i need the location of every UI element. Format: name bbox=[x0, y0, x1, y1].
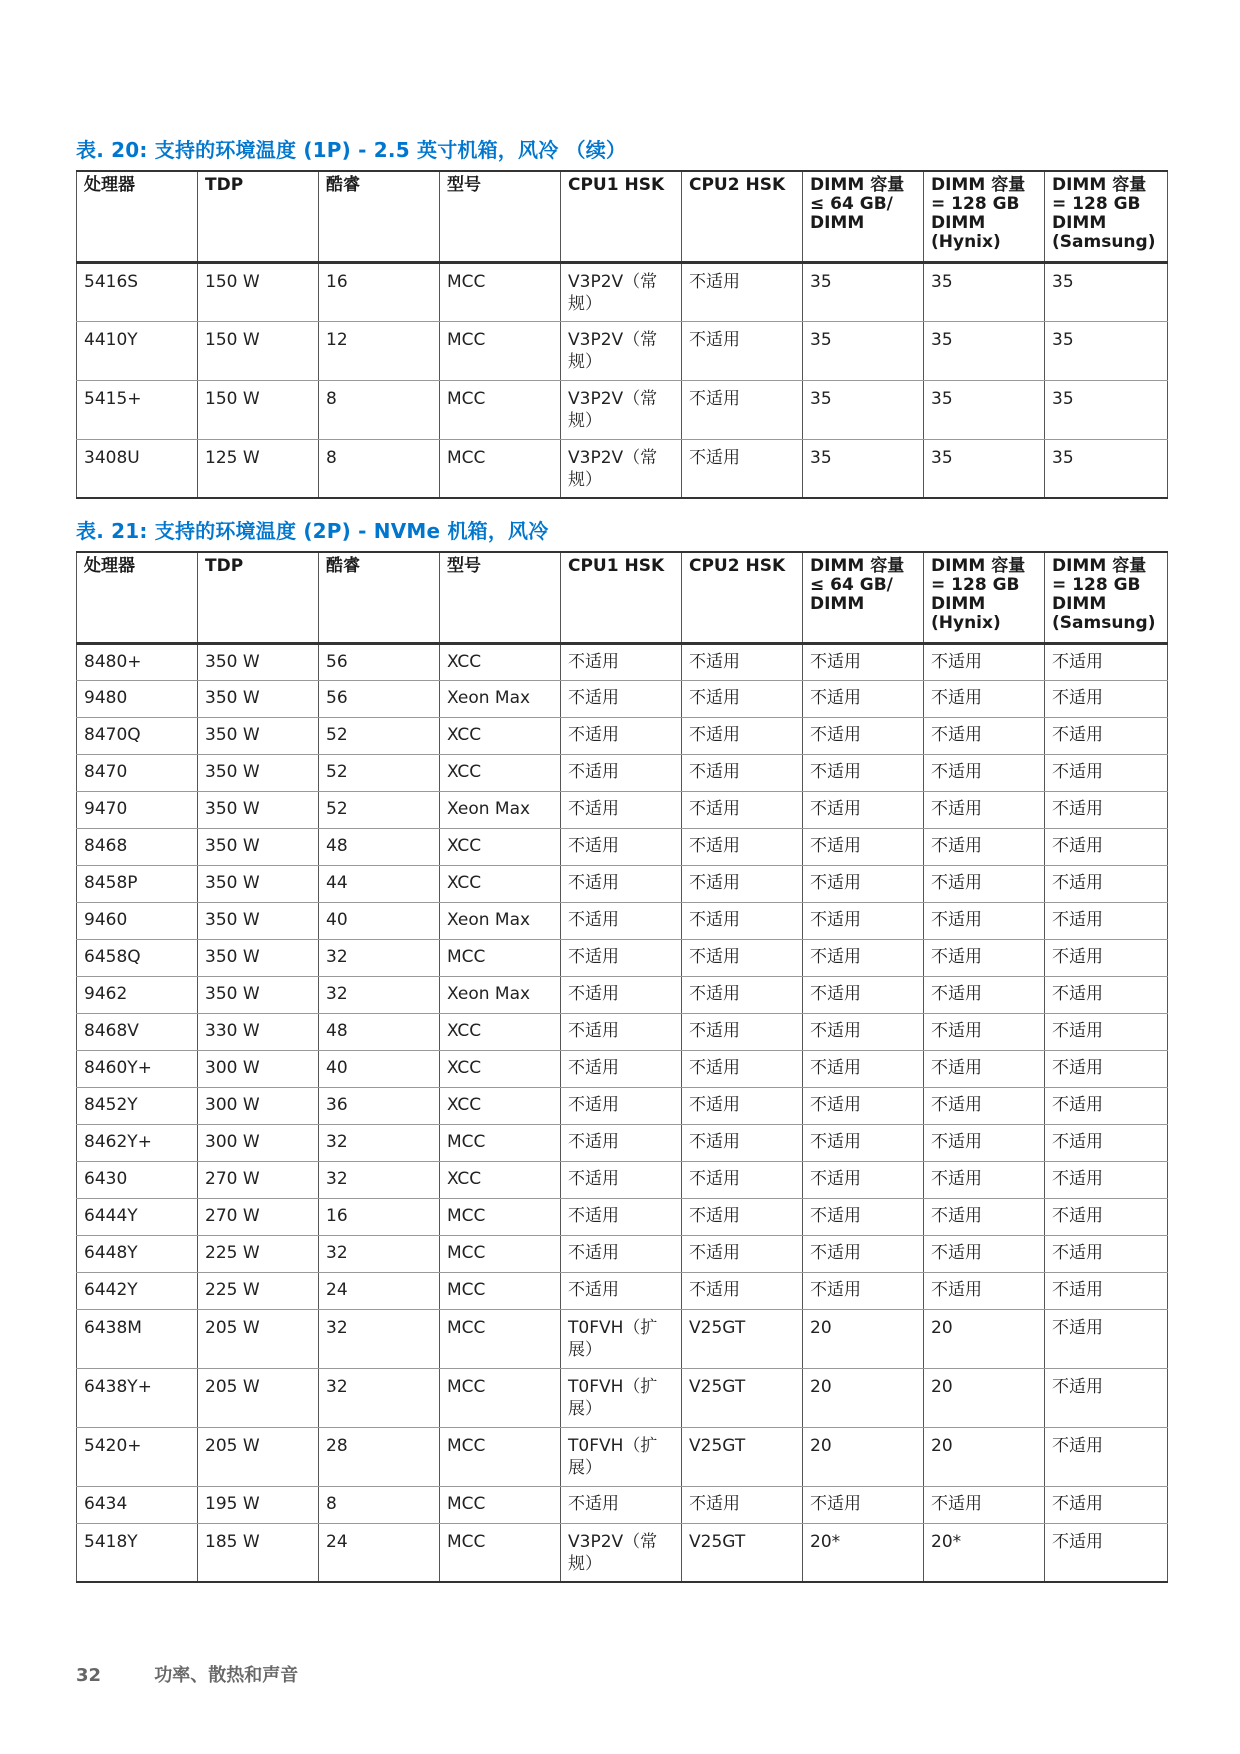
table-cell: 不适用 bbox=[924, 1272, 1045, 1309]
table-cell: 不适用 bbox=[1045, 754, 1168, 791]
table-cell: T0FVH（扩展） bbox=[561, 1427, 682, 1486]
table-cell: 不适用 bbox=[803, 865, 924, 902]
table-cell: 不适用 bbox=[924, 865, 1045, 902]
table-cell: 44 bbox=[319, 865, 440, 902]
table-20-caption: 表. 20: 支持的环境温度 (1P) - 2.5 英寸机箱，风冷 （续） bbox=[76, 138, 627, 162]
table-cell: 8 bbox=[319, 439, 440, 498]
table-cell: 35 bbox=[1045, 262, 1168, 321]
table-cell: 350 W bbox=[198, 939, 319, 976]
table-cell: 不适用 bbox=[803, 1087, 924, 1124]
table-row bbox=[77, 1050, 1168, 1087]
table-cell: 不适用 bbox=[561, 865, 682, 902]
table-21-caption: 表. 21: 支持的环境温度 (2P) - NVMe 机箱，风冷 bbox=[76, 519, 549, 543]
table-cell: 不适用 bbox=[924, 976, 1045, 1013]
table-cell: 5420+ bbox=[77, 1427, 198, 1486]
table-cell: 不适用 bbox=[682, 828, 803, 865]
table-cell: 32 bbox=[319, 1161, 440, 1198]
table-cell: 不适用 bbox=[682, 321, 803, 380]
table-cell: MCC bbox=[440, 1309, 561, 1368]
table-row bbox=[77, 1368, 1168, 1427]
table-cell: 不适用 bbox=[924, 1013, 1045, 1050]
table-cell: 不适用 bbox=[1045, 1013, 1168, 1050]
table-cell: 225 W bbox=[198, 1235, 319, 1272]
table-row bbox=[77, 1272, 1168, 1309]
table-cell: V25GT bbox=[682, 1427, 803, 1486]
table-cell: 不适用 bbox=[924, 717, 1045, 754]
table-cell: 5416S bbox=[77, 262, 198, 321]
column-header: 处理器 bbox=[77, 171, 198, 262]
table-cell: 16 bbox=[319, 1198, 440, 1235]
table-cell: 不适用 bbox=[682, 865, 803, 902]
table-cell: 不适用 bbox=[803, 828, 924, 865]
table-cell: 205 W bbox=[198, 1427, 319, 1486]
table-cell: 16 bbox=[319, 262, 440, 321]
table-cell: 不适用 bbox=[561, 791, 682, 828]
column-header: DIMM 容量 = 128 GB DIMM (Hynix) bbox=[924, 171, 1045, 262]
table-cell: V3P2V（常规） bbox=[561, 380, 682, 439]
table-cell: 不适用 bbox=[803, 902, 924, 939]
table-row bbox=[77, 1124, 1168, 1161]
column-header: CPU2 HSK bbox=[682, 171, 803, 262]
table-cell: 不适用 bbox=[561, 828, 682, 865]
table-cell: V3P2V（常规） bbox=[561, 1523, 682, 1582]
table-cell: 不适用 bbox=[924, 643, 1045, 680]
table-header-row bbox=[77, 552, 1168, 643]
table-cell: 24 bbox=[319, 1272, 440, 1309]
table-cell: 不适用 bbox=[803, 791, 924, 828]
table-cell: 不适用 bbox=[1045, 1124, 1168, 1161]
table-row bbox=[77, 939, 1168, 976]
table-cell: MCC bbox=[440, 1486, 561, 1523]
column-header: CPU1 HSK bbox=[561, 171, 682, 262]
table-cell: 不适用 bbox=[924, 1486, 1045, 1523]
table-row bbox=[77, 1427, 1168, 1486]
table-cell: 35 bbox=[1045, 439, 1168, 498]
table-cell: 不适用 bbox=[924, 1087, 1045, 1124]
table-cell: 不适用 bbox=[1045, 939, 1168, 976]
table-cell: 32 bbox=[319, 1235, 440, 1272]
table-cell: 不适用 bbox=[1045, 1050, 1168, 1087]
table-cell: 不适用 bbox=[682, 680, 803, 717]
table-cell: 不适用 bbox=[561, 717, 682, 754]
table-row bbox=[77, 828, 1168, 865]
column-header: DIMM 容量 = 128 GB DIMM (Hynix) bbox=[924, 552, 1045, 643]
table-cell: 不适用 bbox=[561, 1050, 682, 1087]
table-cell: 不适用 bbox=[803, 939, 924, 976]
table-cell: 8 bbox=[319, 380, 440, 439]
table-cell: 不适用 bbox=[1045, 1198, 1168, 1235]
table-cell: 8 bbox=[319, 1486, 440, 1523]
table-cell: 8452Y bbox=[77, 1087, 198, 1124]
column-header: 处理器 bbox=[77, 552, 198, 643]
table-cell: 270 W bbox=[198, 1198, 319, 1235]
table-cell: 350 W bbox=[198, 754, 319, 791]
table-cell: 35 bbox=[924, 321, 1045, 380]
table-cell: 不适用 bbox=[682, 1198, 803, 1235]
table-cell: 不适用 bbox=[682, 902, 803, 939]
table-cell: 不适用 bbox=[682, 754, 803, 791]
table-cell: 不适用 bbox=[1045, 717, 1168, 754]
table-cell: 不适用 bbox=[924, 828, 1045, 865]
table-cell: 9480 bbox=[77, 680, 198, 717]
table-cell: XCC bbox=[440, 754, 561, 791]
table-cell: MCC bbox=[440, 1523, 561, 1582]
table-cell: 不适用 bbox=[803, 1198, 924, 1235]
table-row bbox=[77, 1309, 1168, 1368]
table-cell: 不适用 bbox=[682, 1087, 803, 1124]
table-cell: 5418Y bbox=[77, 1523, 198, 1582]
table-row bbox=[77, 1235, 1168, 1272]
table-cell: 20 bbox=[924, 1309, 1045, 1368]
table-cell: V25GT bbox=[682, 1309, 803, 1368]
table-cell: 不适用 bbox=[682, 1013, 803, 1050]
table-cell: 不适用 bbox=[561, 1013, 682, 1050]
table-cell: 20 bbox=[924, 1427, 1045, 1486]
table-cell: 3408U bbox=[77, 439, 198, 498]
table-cell: 不适用 bbox=[561, 1124, 682, 1161]
table-cell: 6448Y bbox=[77, 1235, 198, 1272]
table-cell: 20 bbox=[803, 1368, 924, 1427]
table-cell: 不适用 bbox=[682, 380, 803, 439]
table-cell: 不适用 bbox=[561, 643, 682, 680]
column-header: TDP bbox=[198, 552, 319, 643]
page-footer bbox=[76, 1661, 298, 1687]
table-cell: 56 bbox=[319, 680, 440, 717]
table-cell: Xeon Max bbox=[440, 680, 561, 717]
table-cell: 不适用 bbox=[1045, 976, 1168, 1013]
table-cell: 不适用 bbox=[1045, 1523, 1168, 1582]
table-cell: 不适用 bbox=[803, 643, 924, 680]
table-cell: 28 bbox=[319, 1427, 440, 1486]
table-cell: 不适用 bbox=[803, 1486, 924, 1523]
table-cell: XCC bbox=[440, 1087, 561, 1124]
table-cell: 不适用 bbox=[561, 939, 682, 976]
table-cell: 56 bbox=[319, 643, 440, 680]
table-cell: 不适用 bbox=[924, 1050, 1045, 1087]
table-cell: V3P2V（常规） bbox=[561, 321, 682, 380]
table-cell: V3P2V（常规） bbox=[561, 262, 682, 321]
column-header: TDP bbox=[198, 171, 319, 262]
table-cell: 12 bbox=[319, 321, 440, 380]
table-cell: 48 bbox=[319, 1013, 440, 1050]
table-cell: 20 bbox=[924, 1368, 1045, 1427]
table-cell: 不适用 bbox=[803, 1013, 924, 1050]
table-cell: 205 W bbox=[198, 1309, 319, 1368]
table-row bbox=[77, 902, 1168, 939]
column-header: DIMM 容量 ≤ 64 GB/ DIMM bbox=[803, 552, 924, 643]
table-cell: V25GT bbox=[682, 1523, 803, 1582]
table-cell: 20* bbox=[924, 1523, 1045, 1582]
table-cell: 不适用 bbox=[924, 754, 1045, 791]
column-header: DIMM 容量 ≤ 64 GB/ DIMM bbox=[803, 171, 924, 262]
table-cell: 35 bbox=[924, 439, 1045, 498]
table-cell: 40 bbox=[319, 1050, 440, 1087]
table-cell: 不适用 bbox=[561, 976, 682, 1013]
table-cell: 不适用 bbox=[682, 1235, 803, 1272]
table-cell: 不适用 bbox=[682, 1161, 803, 1198]
table-cell: T0FVH（扩展） bbox=[561, 1309, 682, 1368]
table-cell: 35 bbox=[1045, 380, 1168, 439]
table-cell: 不适用 bbox=[682, 643, 803, 680]
table-cell: 330 W bbox=[198, 1013, 319, 1050]
table-cell: 不适用 bbox=[1045, 1161, 1168, 1198]
table-cell: V3P2V（常规） bbox=[561, 439, 682, 498]
table-cell: MCC bbox=[440, 262, 561, 321]
table-cell: 350 W bbox=[198, 717, 319, 754]
table-cell: 6444Y bbox=[77, 1198, 198, 1235]
table-row bbox=[77, 1161, 1168, 1198]
table-cell: 32 bbox=[319, 1368, 440, 1427]
table-cell: MCC bbox=[440, 1124, 561, 1161]
table-cell: XCC bbox=[440, 1013, 561, 1050]
column-header: 酷睿 bbox=[319, 171, 440, 262]
table-cell: 8462Y+ bbox=[77, 1124, 198, 1161]
table-cell: 40 bbox=[319, 902, 440, 939]
table-row bbox=[77, 380, 1168, 439]
table-cell: 20 bbox=[803, 1427, 924, 1486]
table-cell: 不适用 bbox=[924, 1124, 1045, 1161]
table-cell: XCC bbox=[440, 1161, 561, 1198]
table-cell: 195 W bbox=[198, 1486, 319, 1523]
table-cell: 350 W bbox=[198, 865, 319, 902]
table-cell: MCC bbox=[440, 321, 561, 380]
table-21 bbox=[76, 551, 1168, 1583]
table-cell: 300 W bbox=[198, 1124, 319, 1161]
table-row bbox=[77, 262, 1168, 321]
table-cell: MCC bbox=[440, 380, 561, 439]
table-cell: 不适用 bbox=[1045, 791, 1168, 828]
table-cell: T0FVH（扩展） bbox=[561, 1368, 682, 1427]
table-cell: 8470Q bbox=[77, 717, 198, 754]
column-header: DIMM 容量 = 128 GB DIMM (Samsung) bbox=[1045, 171, 1168, 262]
table-cell: 8458P bbox=[77, 865, 198, 902]
table-cell: 32 bbox=[319, 1309, 440, 1368]
table-cell: MCC bbox=[440, 1427, 561, 1486]
table-cell: 不适用 bbox=[682, 262, 803, 321]
table-cell: 6438Y+ bbox=[77, 1368, 198, 1427]
table-cell: 270 W bbox=[198, 1161, 319, 1198]
table-cell: 不适用 bbox=[682, 1272, 803, 1309]
table-cell: XCC bbox=[440, 828, 561, 865]
column-header: 型号 bbox=[440, 552, 561, 643]
table-cell: 205 W bbox=[198, 1368, 319, 1427]
table-row bbox=[77, 717, 1168, 754]
table-cell: 150 W bbox=[198, 262, 319, 321]
table-cell: 不适用 bbox=[561, 1087, 682, 1124]
table-cell: MCC bbox=[440, 1368, 561, 1427]
table-cell: 32 bbox=[319, 939, 440, 976]
table-20 bbox=[76, 170, 1168, 499]
table-cell: 20 bbox=[803, 1309, 924, 1368]
table-row bbox=[77, 439, 1168, 498]
table-cell: 225 W bbox=[198, 1272, 319, 1309]
table-cell: 不适用 bbox=[561, 680, 682, 717]
table-cell: 不适用 bbox=[1045, 828, 1168, 865]
table-cell: 52 bbox=[319, 791, 440, 828]
table-cell: 8480+ bbox=[77, 643, 198, 680]
table-cell: 36 bbox=[319, 1087, 440, 1124]
table-row bbox=[77, 865, 1168, 902]
table-cell: 不适用 bbox=[924, 791, 1045, 828]
table-row bbox=[77, 321, 1168, 380]
table-cell: XCC bbox=[440, 865, 561, 902]
table-cell: XCC bbox=[440, 717, 561, 754]
table-cell: Xeon Max bbox=[440, 976, 561, 1013]
table-cell: MCC bbox=[440, 1272, 561, 1309]
table-cell: 9460 bbox=[77, 902, 198, 939]
column-header: CPU2 HSK bbox=[682, 552, 803, 643]
table-cell: 不适用 bbox=[561, 1272, 682, 1309]
table-cell: 不适用 bbox=[803, 680, 924, 717]
table-cell: 不适用 bbox=[561, 754, 682, 791]
table-cell: MCC bbox=[440, 439, 561, 498]
table-cell: 35 bbox=[924, 262, 1045, 321]
table-cell: 不适用 bbox=[682, 1124, 803, 1161]
table-cell: 不适用 bbox=[803, 1235, 924, 1272]
table-cell: 不适用 bbox=[682, 717, 803, 754]
table-cell: XCC bbox=[440, 643, 561, 680]
table-cell: 24 bbox=[319, 1523, 440, 1582]
table-cell: 150 W bbox=[198, 321, 319, 380]
table-row bbox=[77, 680, 1168, 717]
table-cell: 不适用 bbox=[803, 1050, 924, 1087]
table-cell: MCC bbox=[440, 939, 561, 976]
table-row bbox=[77, 754, 1168, 791]
table-cell: 不适用 bbox=[1045, 1272, 1168, 1309]
table-cell: 48 bbox=[319, 828, 440, 865]
footer-section-title: 功率、散热和声音 bbox=[154, 1665, 299, 1686]
table-cell: MCC bbox=[440, 1198, 561, 1235]
table-cell: 52 bbox=[319, 754, 440, 791]
table-cell: 不适用 bbox=[1045, 1087, 1168, 1124]
table-cell: 不适用 bbox=[561, 1486, 682, 1523]
table-row bbox=[77, 791, 1168, 828]
table-cell: 35 bbox=[803, 262, 924, 321]
table-row bbox=[77, 1087, 1168, 1124]
table-cell: 不适用 bbox=[803, 1124, 924, 1161]
table-cell: 不适用 bbox=[1045, 1427, 1168, 1486]
table-cell: 350 W bbox=[198, 791, 319, 828]
table-cell: 不适用 bbox=[1045, 1486, 1168, 1523]
table-cell: 不适用 bbox=[682, 976, 803, 1013]
table-cell: V25GT bbox=[682, 1368, 803, 1427]
table-cell: 6458Q bbox=[77, 939, 198, 976]
table-cell: 不适用 bbox=[803, 754, 924, 791]
table-cell: 不适用 bbox=[924, 1235, 1045, 1272]
table-cell: 5415+ bbox=[77, 380, 198, 439]
table-cell: 35 bbox=[924, 380, 1045, 439]
table-cell: 不适用 bbox=[1045, 1368, 1168, 1427]
table-row bbox=[77, 1198, 1168, 1235]
table-cell: XCC bbox=[440, 1050, 561, 1087]
table-cell: 350 W bbox=[198, 902, 319, 939]
table-cell: Xeon Max bbox=[440, 902, 561, 939]
table-cell: MCC bbox=[440, 1235, 561, 1272]
table-cell: 4410Y bbox=[77, 321, 198, 380]
table-row bbox=[77, 643, 1168, 680]
table-cell: 不适用 bbox=[682, 791, 803, 828]
table-cell: 350 W bbox=[198, 976, 319, 1013]
table-cell: 不适用 bbox=[1045, 1309, 1168, 1368]
table-row bbox=[77, 1523, 1168, 1582]
table-cell: 300 W bbox=[198, 1087, 319, 1124]
column-header: DIMM 容量 = 128 GB DIMM (Samsung) bbox=[1045, 552, 1168, 643]
table-cell: 不适用 bbox=[682, 1486, 803, 1523]
table-cell: 20* bbox=[803, 1523, 924, 1582]
table-cell: 不适用 bbox=[1045, 865, 1168, 902]
table-cell: 6434 bbox=[77, 1486, 198, 1523]
table-row bbox=[77, 1013, 1168, 1050]
table-cell: 9462 bbox=[77, 976, 198, 1013]
table-cell: 32 bbox=[319, 976, 440, 1013]
table-cell: 35 bbox=[803, 439, 924, 498]
table-cell: 不适用 bbox=[803, 976, 924, 1013]
table-cell: 6438M bbox=[77, 1309, 198, 1368]
table-cell: 6442Y bbox=[77, 1272, 198, 1309]
table-cell: 不适用 bbox=[561, 1198, 682, 1235]
table-cell: 不适用 bbox=[682, 1050, 803, 1087]
table-cell: 不适用 bbox=[682, 939, 803, 976]
table-cell: 不适用 bbox=[803, 1161, 924, 1198]
table-cell: 不适用 bbox=[1045, 643, 1168, 680]
table-cell: 不适用 bbox=[561, 1235, 682, 1272]
table-cell: 6430 bbox=[77, 1161, 198, 1198]
table-cell: 不适用 bbox=[924, 1198, 1045, 1235]
table-cell: 9470 bbox=[77, 791, 198, 828]
table-header-row bbox=[77, 171, 1168, 262]
table-cell: 52 bbox=[319, 717, 440, 754]
table-cell: 35 bbox=[803, 321, 924, 380]
table-row bbox=[77, 976, 1168, 1013]
table-cell: Xeon Max bbox=[440, 791, 561, 828]
table-cell: 185 W bbox=[198, 1523, 319, 1582]
table-cell: 8468V bbox=[77, 1013, 198, 1050]
column-header: CPU1 HSK bbox=[561, 552, 682, 643]
table-row bbox=[77, 1486, 1168, 1523]
table-cell: 不适用 bbox=[924, 939, 1045, 976]
table-cell: 不适用 bbox=[924, 1161, 1045, 1198]
table-cell: 32 bbox=[319, 1124, 440, 1161]
page-number: 32 bbox=[76, 1665, 102, 1686]
table-cell: 125 W bbox=[198, 439, 319, 498]
table-cell: 35 bbox=[1045, 321, 1168, 380]
table-cell: 8468 bbox=[77, 828, 198, 865]
table-cell: 150 W bbox=[198, 380, 319, 439]
table-cell: 8460Y+ bbox=[77, 1050, 198, 1087]
table-cell: 不适用 bbox=[561, 1161, 682, 1198]
table-cell: 不适用 bbox=[924, 680, 1045, 717]
table-cell: 不适用 bbox=[1045, 902, 1168, 939]
column-header: 酷睿 bbox=[319, 552, 440, 643]
table-cell: 350 W bbox=[198, 680, 319, 717]
table-cell: 不适用 bbox=[561, 902, 682, 939]
table-cell: 不适用 bbox=[803, 717, 924, 754]
column-header: 型号 bbox=[440, 171, 561, 262]
table-cell: 不适用 bbox=[1045, 1235, 1168, 1272]
table-cell: 不适用 bbox=[1045, 680, 1168, 717]
table-cell: 350 W bbox=[198, 828, 319, 865]
table-cell: 8470 bbox=[77, 754, 198, 791]
table-cell: 不适用 bbox=[682, 439, 803, 498]
table-cell: 300 W bbox=[198, 1050, 319, 1087]
table-cell: 不适用 bbox=[924, 902, 1045, 939]
table-cell: 不适用 bbox=[803, 1272, 924, 1309]
table-cell: 35 bbox=[803, 380, 924, 439]
table-cell: 350 W bbox=[198, 643, 319, 680]
